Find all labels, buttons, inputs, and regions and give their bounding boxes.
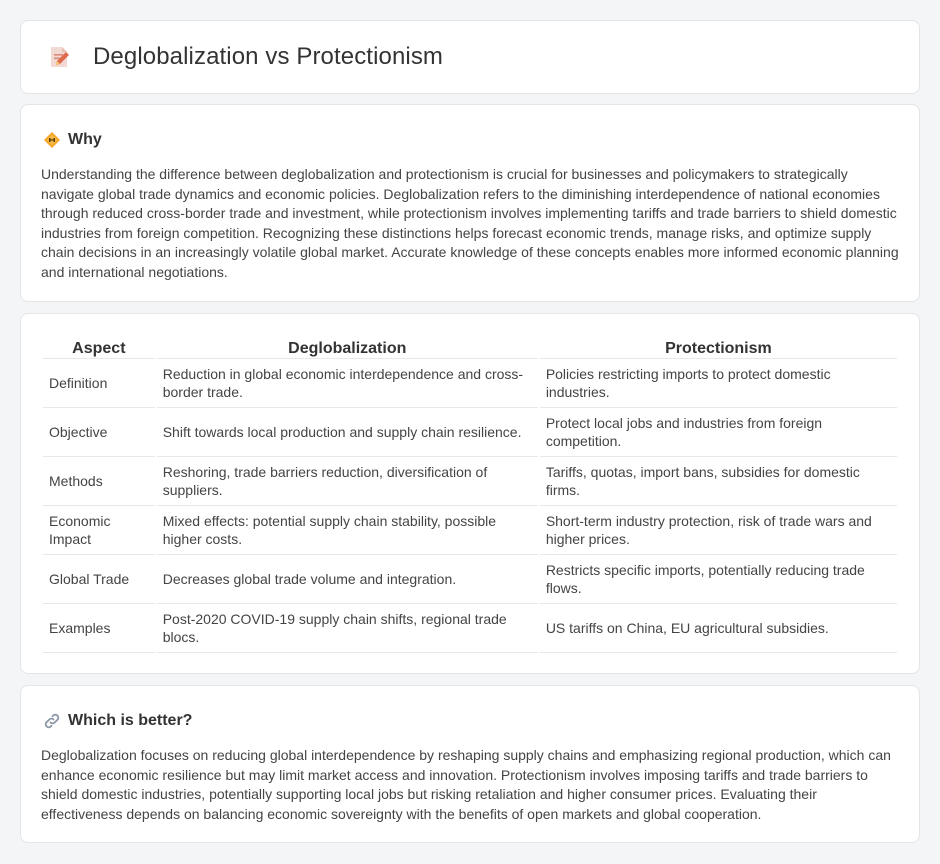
row-deglobalization: Post-2020 COVID-19 supply chain shifts, regional trade blocs. (157, 604, 538, 653)
table-row (43, 604, 897, 653)
table-row (43, 457, 897, 506)
row-aspect: Global Trade (43, 555, 155, 604)
row-aspect: Examples (43, 604, 155, 653)
row-aspect: Definition (43, 359, 155, 408)
row-aspect: Economic Impact (43, 506, 155, 555)
table-row (43, 555, 897, 604)
table-row (43, 408, 897, 457)
column-header-deglobalization: Deglobalization (157, 336, 538, 359)
which-is-better-title: Which is better? (68, 712, 193, 729)
row-aspect: Methods (43, 457, 155, 506)
which-is-better-text: Deglobalization focuses on reducing global interdependence by reshaping supply chains and emphasizing regional production, which can enhance economic resilience but may limit market access and innovation. Protectionism involves imposing tariffs and trade barriers to shield domestic industries, potentially supporting local jobs but risking retaliation and higher consumer prices. Evaluating their effectiveness depends on balancing economic sovereignty with the benefits of open markets and global cooperation. (41, 747, 891, 822)
table-row (43, 359, 897, 408)
comparison-table-card (20, 313, 920, 674)
column-header-protectionism: Protectionism (540, 336, 897, 359)
which-is-better-section (20, 685, 920, 843)
row-deglobalization: Shift towards local production and supply chain resilience. (157, 408, 538, 457)
comparison-table (41, 336, 899, 653)
column-header-aspect: Aspect (43, 336, 155, 359)
table-header-row (43, 336, 897, 359)
why-section (20, 104, 920, 302)
row-protectionism: Policies restricting imports to protect domestic industries. (540, 359, 897, 408)
row-deglobalization: Reshoring, trade barriers reduction, diversification of suppliers. (157, 457, 538, 506)
row-aspect: Objective (43, 408, 155, 457)
row-protectionism: Restricts specific imports, potentially reducing trade flows. (540, 555, 897, 604)
row-deglobalization: Reduction in global economic interdependence and cross-border trade. (157, 359, 538, 408)
row-deglobalization: Decreases global trade volume and integration. (157, 555, 538, 604)
table-row (43, 506, 897, 555)
header-card (20, 20, 920, 94)
row-protectionism: Protect local jobs and industries from foreign competition. (540, 408, 897, 457)
row-protectionism: Tariffs, quotas, import bans, subsidies for domestic firms. (540, 457, 897, 506)
row-protectionism: Short-term industry protection, risk of trade wars and higher prices. (540, 506, 897, 555)
row-protectionism: US tariffs on China, EU agricultural subsidies. (540, 604, 897, 653)
why-title: Why (68, 131, 102, 148)
diamond-sign-icon (43, 131, 61, 149)
link-icon (43, 712, 61, 730)
why-text: Understanding the difference between deglobalization and protectionism is crucial for businesses and policymakers to strategically navigate global trade dynamics and economic policies. Deglobalization refers to the diminishing interdependence of national economies through reduced cross-border trade and investment, while protectionism involves implementing tariffs and trade barriers to shield domestic industries from foreign competition. Recognizing these distinctions helps forecast economic trends, manage risks, and optimize supply chain decisions in an increasingly volatile global market. Accurate knowledge of these concepts enables more informed economic planning and international negotiations. (41, 166, 899, 280)
document-pencil-icon (47, 45, 71, 69)
row-deglobalization: Mixed effects: potential supply chain stability, possible higher costs. (157, 506, 538, 555)
page-title: Deglobalization vs Protectionism (93, 43, 444, 70)
